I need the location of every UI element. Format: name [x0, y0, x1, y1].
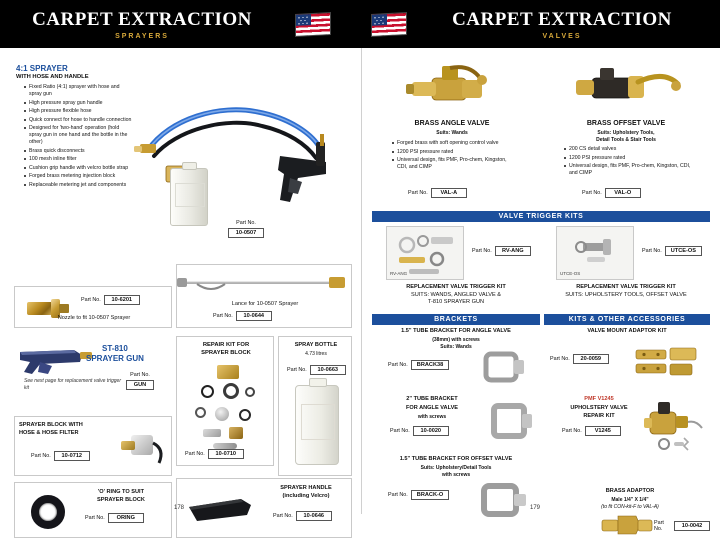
- list-item: 100 mesh inline filter: [25, 156, 133, 163]
- page-header: [0, 0, 720, 48]
- brass-offset-valve-title: BRASS OFFSET VALVE: [586, 120, 666, 127]
- valve-trigger-kit-b-caption-line2: SUITS: UPHOLSTERY TOOLS, OFFSET VALVE: [565, 292, 687, 298]
- upholstery-repair-title-line2: REPAIR KIT: [583, 413, 615, 419]
- bracket-card-3: [372, 456, 540, 526]
- sprayer-photo: [130, 82, 342, 232]
- sprayer-handle-card: [176, 478, 352, 538]
- brass-adaptor-part-no: 10-0042: [674, 521, 710, 531]
- spray-bottle-part-no: 10-0663: [310, 365, 346, 375]
- upholstery-repair-part-no: V1245: [585, 426, 621, 436]
- valve-trigger-kit-a-caption-line1: REPLACEMENT VALVE TRIGGER KIT: [406, 284, 506, 290]
- bracket-3-title-line3: with screws: [441, 472, 471, 478]
- spray-gun-title-line1: ST-810: [102, 344, 128, 353]
- upholstery-repair-title-line1: UPHOLSTERY VALVE: [570, 405, 628, 411]
- brass-offset-valve-suits-line2: Detail Tools & Stair Tools: [596, 137, 656, 143]
- bracket-card-2: [372, 396, 540, 458]
- list-item: 1200 PSI pressure rated: [393, 149, 518, 156]
- brass-offset-valve-card: [542, 60, 710, 210]
- bracket-1-part-no: BRACK38: [411, 360, 449, 370]
- spray-bottle-title: SPRAY BOTTLE: [294, 342, 338, 348]
- bracket-2-part-no: 10-0020: [413, 426, 449, 436]
- bracket-1-part-label: Part No.: [388, 362, 408, 368]
- oring-part-label: Part No.: [85, 515, 105, 521]
- sprayer-part-no: 10-0507: [228, 228, 264, 238]
- valve-trigger-kit-a-photo-label: RV-ANG: [390, 270, 408, 276]
- sprayer-block-part-label: Part No.: [31, 453, 51, 459]
- lance-part-no: 10-0644: [236, 311, 272, 321]
- lance-illustration: [177, 271, 353, 295]
- brackets-bar-title: BRACKETS: [434, 316, 478, 323]
- usa-flag-icon: [296, 13, 330, 36]
- list-item: Cushion grip handle with velcro bottle strap: [25, 165, 133, 172]
- valve-mount-part-no: 20-0059: [573, 354, 609, 364]
- sprayer-handle-title-line2: (including Velcro): [282, 493, 330, 499]
- kits-accessories-bar-title: KITS & OTHER ACCESSORIES: [568, 316, 686, 323]
- valve-trigger-kit-b-photo-label: UTCE-OS: [560, 270, 581, 276]
- valve-mount-part-label: Part No.: [550, 356, 570, 362]
- list-item: Quick connect for hose to handle connection: [25, 117, 133, 124]
- right-page-panel: [362, 48, 720, 532]
- bracket-3-part-label: Part No.: [388, 492, 408, 498]
- bracket-2-title-line3: with screws: [417, 414, 447, 420]
- valve-trigger-kit-b-part-no: UTCE-OS: [665, 246, 702, 256]
- brass-offset-valve-features: [558, 146, 694, 179]
- valve-trigger-kit-a-caption-line3: T-810 SPRAYER GUN: [427, 299, 485, 305]
- repair-kit-title-line2: SPRAYER BLOCK: [201, 350, 251, 356]
- repair-kit-part-label: Part No.: [185, 451, 205, 457]
- brass-angle-valve-card: [372, 60, 532, 210]
- brass-adaptor-card: [544, 488, 710, 544]
- oring-title-line1: 'O' RING TO SUIT: [97, 489, 145, 495]
- bracket-1-title-line1: 1.5" TUBE BRACKET FOR ANGLE VALVE: [401, 328, 511, 334]
- brass-offset-valve-part-no: VAL-O: [605, 188, 641, 198]
- brass-angle-valve-title: BRASS ANGLE VALVE: [414, 120, 490, 127]
- sprayer-block-part-no: 10-0712: [54, 451, 90, 461]
- sprayer-subtitle: WITH HOSE AND HANDLE: [16, 74, 89, 80]
- header-left-subtitle: SPRAYERS: [115, 33, 169, 40]
- valve-mount-title: VALVE MOUNT ADAPTOR KIT: [587, 328, 667, 334]
- spray-bottle-card: [278, 336, 352, 476]
- brass-adaptor-sub-line1: Male 1/4" X 1/4": [611, 497, 649, 503]
- valve-trigger-kit-a-part-label: Part No.: [472, 248, 492, 254]
- spray-gun-part-block: [126, 372, 154, 390]
- brackets-bar: [372, 314, 540, 325]
- valve-trigger-kit-b-card: [542, 226, 710, 310]
- sprayer-feature-list: [18, 84, 133, 190]
- sprayer-block-title-line1: SPRAYER BLOCK WITH: [19, 422, 83, 428]
- list-item: Fixed Ratio (4:1) sprayer with hose and spray gun: [25, 84, 133, 98]
- list-item: Brass quick disconnects: [25, 148, 133, 155]
- list-item: 200 CS detail valves: [565, 146, 694, 153]
- brass-offset-valve-illustration: [572, 62, 682, 116]
- nozzle-part-no: 10-6201: [104, 295, 140, 305]
- sprayer-handle-part-no: 10-0646: [296, 511, 332, 521]
- sprayer-title: 4:1 SPRAYER: [16, 64, 68, 73]
- page-body: [0, 48, 720, 532]
- left-page-number: 178: [174, 505, 185, 511]
- header-right-subtitle: VALVES: [542, 33, 582, 40]
- sprayer-handle-illustration: [185, 493, 257, 527]
- valve-trigger-kit-b-caption-line1: REPLACEMENT VALVE TRIGGER KIT: [576, 284, 676, 290]
- brass-angle-valve-part-label: Part No.: [408, 190, 428, 196]
- bracket-1-title-line3: Suits: Wands: [440, 344, 472, 350]
- brass-angle-valve-part-no: VAL-A: [431, 188, 467, 198]
- oring-illustration: [31, 495, 65, 529]
- list-item: Forged brass with soft opening control valve: [393, 140, 518, 147]
- valve-mount-adaptor-card: [544, 328, 710, 392]
- lance-card: [176, 264, 352, 328]
- repair-kit-card: [176, 336, 274, 466]
- repair-kit-parts-illustration: [183, 363, 269, 459]
- list-item: High pressure spray gun handle: [25, 100, 133, 107]
- nozzle-card: [14, 286, 172, 328]
- list-item: Forged brass metering injection block: [25, 173, 133, 180]
- bracket-1-illustration: [480, 350, 528, 384]
- spray-gun-card: [14, 336, 172, 416]
- sprayer-block-card: [14, 416, 172, 476]
- bracket-3-title-line2: Suits: Upholstery/Detail Tools: [420, 465, 492, 471]
- spray-gun-part-label: Part No.: [130, 372, 150, 378]
- kits-accessories-bar: [544, 314, 710, 325]
- list-item: Universal design, fits PMF, Pro-chem, Kingston, CDI, and CIMP: [393, 157, 518, 171]
- brass-angle-valve-features: [386, 140, 518, 173]
- sprayer-part-label: Part No.: [236, 220, 256, 226]
- valve-trigger-kit-a-photo: [386, 226, 464, 280]
- spray-gun-note: See next page for replacement valve trigger kit: [24, 378, 121, 391]
- bracket-3-part-no: BRACK-O: [411, 490, 449, 500]
- upholstery-repair-kit-card: [544, 396, 710, 466]
- oring-part-no: ORING: [108, 513, 144, 523]
- nozzle-caption: Nozzle to fit 10-0507 Sprayer: [57, 315, 131, 321]
- sprayer-block-title-line2: HOSE & HOSE FILTER: [19, 430, 79, 436]
- usa-flag-icon: [372, 13, 406, 36]
- bracket-2-illustration: [490, 402, 534, 442]
- list-item: High pressure flexible hose: [25, 108, 133, 115]
- bracket-2-part-label: Part No.: [390, 428, 410, 434]
- upholstery-repair-brand: PMF V1245: [584, 396, 614, 402]
- oring-card: [14, 482, 172, 538]
- brass-adaptor-sub-line2: (to fit CON-kit-F to VAL-A): [601, 504, 659, 510]
- sprayer-handle-title-line1: SPRAYER HANDLE: [280, 485, 332, 491]
- brass-adaptor-title: BRASS ADAPTOR: [605, 488, 655, 494]
- valve-trigger-kit-a-card: [372, 226, 540, 310]
- valve-trigger-kit-b-photo: [556, 226, 634, 280]
- valve-trigger-kit-a-part-no: RV-ANG: [495, 246, 531, 256]
- valve-trigger-kits-bar-title: VALVE TRIGGER KITS: [498, 213, 584, 220]
- right-page-number: 179: [530, 505, 541, 511]
- list-item: Designed for 'two-hand' operation (hold spray gun in one hand and the bottle in the other): [25, 125, 133, 146]
- header-right-title: CARPET EXTRACTION: [452, 9, 672, 30]
- upholstery-repair-part-label: Part No.: [562, 428, 582, 434]
- bracket-card-1: [372, 328, 540, 390]
- sprayer-bottle-illustration: [170, 168, 208, 226]
- upholstery-repair-illustration: [644, 400, 708, 458]
- valve-trigger-kit-b-part-label: Part No.: [642, 248, 662, 254]
- sprayer-hose-illustration: [130, 82, 342, 232]
- spray-gun-part-no: GUN: [126, 380, 154, 390]
- lance-part-label: Part No.: [213, 313, 233, 319]
- list-item: 1200 PSI pressure rated: [565, 155, 694, 162]
- header-left-title: CARPET EXTRACTION: [32, 9, 252, 30]
- left-page-panel: [0, 48, 362, 521]
- bracket-2-title-line1: 2" TUBE BRACKET: [406, 396, 458, 402]
- valve-trigger-kits-bar: [372, 211, 710, 222]
- spray-bottle-subtitle: 4.73 litres: [305, 351, 327, 357]
- list-item: Replaceable metering jet and components: [25, 182, 133, 189]
- bracket-2-title-line2: FOR ANGLE VALVE: [405, 405, 459, 411]
- repair-kit-title-line1: REPAIR KIT FOR: [202, 342, 250, 348]
- valve-mount-illustration: [632, 340, 702, 386]
- sprayer-handle-part-label: Part No.: [273, 513, 293, 519]
- bracket-3-title-line1: 1.5" TUBE BRACKET FOR OFFSET VALVE: [399, 456, 513, 462]
- sprayer-block-illustration: [119, 425, 167, 469]
- nozzle-part-label: Part No.: [81, 297, 101, 303]
- brass-adaptor-part-label: Part No.: [654, 520, 664, 532]
- repair-kit-part-no: 10-0710: [208, 449, 244, 459]
- valve-trigger-kit-a-caption-line2: SUITS: WANDS, ANGLED VALVE &: [410, 292, 502, 298]
- bracket-1-title-line2: (38mm) with screws: [432, 337, 480, 343]
- brass-angle-valve-suits: Suits: Wands: [436, 130, 468, 136]
- oring-title-line2: SPRAYER BLOCK: [97, 497, 145, 503]
- brass-offset-valve-part-label: Part No.: [582, 190, 602, 196]
- brass-offset-valve-suits-line1: Suits: Upholstery Tools,: [597, 130, 655, 136]
- header-right: [360, 0, 720, 48]
- spray-gun-illustration: [16, 342, 94, 376]
- spray-bottle-part-label: Part No.: [287, 367, 307, 373]
- spray-bottle-illustration: [295, 385, 339, 465]
- lance-caption: Lance for 10-0507 Sprayer: [231, 301, 299, 307]
- brass-adaptor-illustration: [598, 512, 656, 538]
- list-item: Universal design, fits PMF, Pro-chem, Kingston, CDI, and CIMP: [565, 163, 694, 177]
- sprayer-part-block: [228, 220, 264, 238]
- bracket-3-illustration: [476, 480, 532, 520]
- spray-gun-title-line2: SPRAYER GUN: [86, 354, 144, 363]
- brass-angle-valve-illustration: [406, 64, 502, 116]
